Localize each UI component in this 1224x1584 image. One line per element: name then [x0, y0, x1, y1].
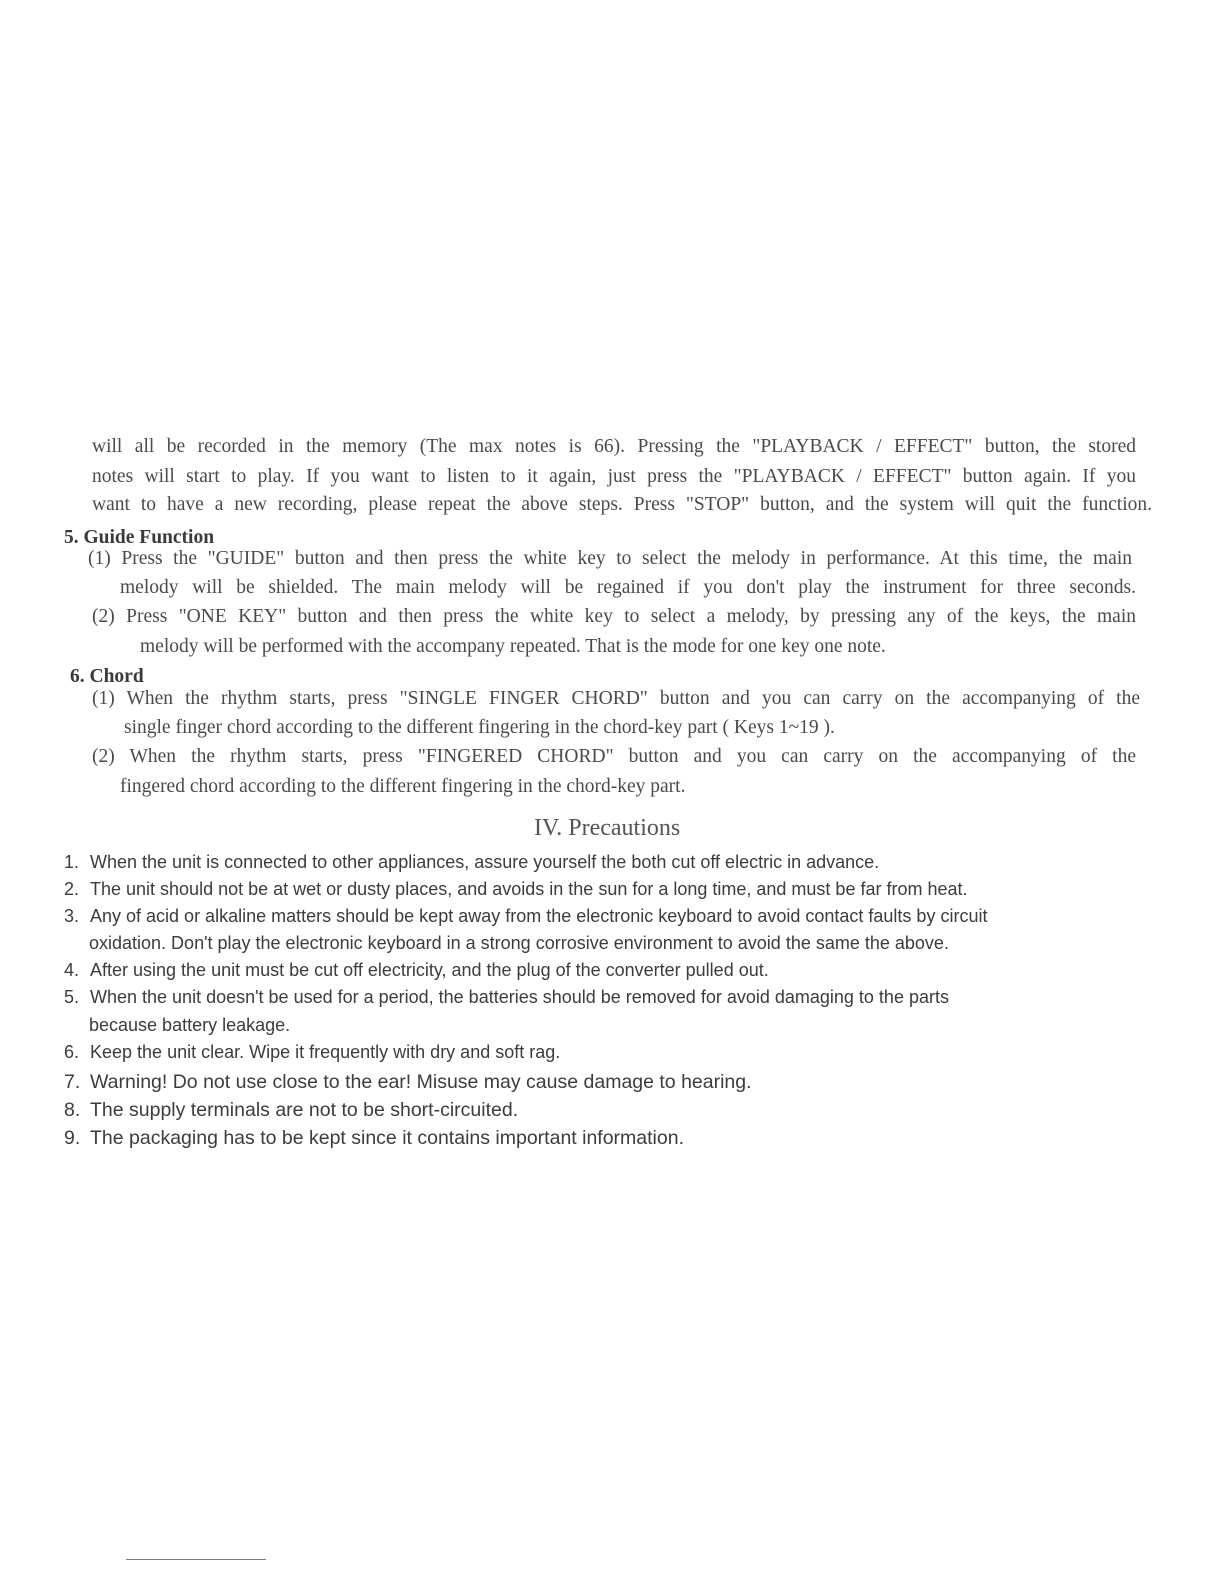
guide-item-1-line-1: (1) Press the "GUIDE" button and then press the white key to select the melody in performance. At this time, the main	[88, 548, 1132, 569]
section-heading-guide-function: 5. Guide Function	[64, 527, 215, 548]
chord-item-1-line-2: single finger chord according to the different fingering in the chord-key part ( Keys 1~19 ).	[124, 717, 835, 738]
intro-line-3: want to have a new recording, please repeat the above steps. Press "STOP" button, and the system will quit the function.	[92, 494, 1152, 515]
intro-line-2: notes will start to play. If you want to listen to it again, just press the "PLAYBACK / EFFECT" button again. If you	[92, 466, 1136, 487]
precaution-item-9: 9. The packaging has to be kept since it contains important information.	[64, 1127, 684, 1149]
chord-item-2-line-1: (2) When the rhythm starts, press "FINGERED CHORD" button and you can carry on the accompanying of the	[92, 746, 1136, 767]
guide-item-2-line-2: melody will be performed with the accompany repeated. That is the mode for one key one note.	[140, 636, 886, 657]
chord-item-2-line-2: fingered chord according to the different fingering in the chord-key part.	[120, 776, 686, 797]
precaution-item-5-continuation: because battery leakage.	[89, 1015, 291, 1035]
precaution-item-7: 7. Warning! Do not use close to the ear! Misuse may cause damage to hearing.	[64, 1071, 752, 1093]
precaution-item-3: 3. Any of acid or alkaline matters should be kept away from the electronic keyboard to avoid contact faults by circuit	[64, 906, 988, 926]
chord-item-1-line-1: (1) When the rhythm starts, press "SINGLE FINGER CHORD" button and you can carry on the accompanying of the	[92, 688, 1140, 709]
precaution-item-6: 6. Keep the unit clear. Wipe it frequently with dry and soft rag.	[64, 1042, 561, 1062]
section-heading-chord: 6. Chord	[70, 666, 144, 687]
intro-line-1: will all be recorded in the memory (The max notes is 66). Pressing the "PLAYBACK / EFFECT" button, the stored	[92, 436, 1136, 457]
precautions-title: IV. Precautions	[534, 815, 681, 841]
precaution-item-3-continuation: oxidation. Don't play the electronic keyboard in a strong corrosive environment to avoid the same the above.	[89, 933, 949, 953]
footnote-rule	[126, 1559, 266, 1560]
precaution-item-1: 1. When the unit is connected to other appliances, assure yourself the both cut off electric in advance.	[64, 852, 880, 872]
guide-item-1-line-2: melody will be shielded. The main melody will be regained if you don't play the instrument for three seconds.	[120, 577, 1136, 598]
precaution-item-8: 8. The supply terminals are not to be short-circuited.	[64, 1099, 519, 1121]
precaution-item-4: 4. After using the unit must be cut off electricity, and the plug of the converter pulled out.	[64, 960, 769, 980]
precaution-item-5: 5. When the unit doesn't be used for a period, the batteries should be removed for avoid damaging to the parts	[64, 987, 949, 1007]
precaution-item-2: 2. The unit should not be at wet or dusty places, and avoids in the sun for a long time, and must be far from heat.	[64, 879, 968, 899]
guide-item-2-line-1: (2) Press "ONE KEY" button and then press the white key to select a melody, by pressing any of the keys, the main	[92, 606, 1136, 627]
